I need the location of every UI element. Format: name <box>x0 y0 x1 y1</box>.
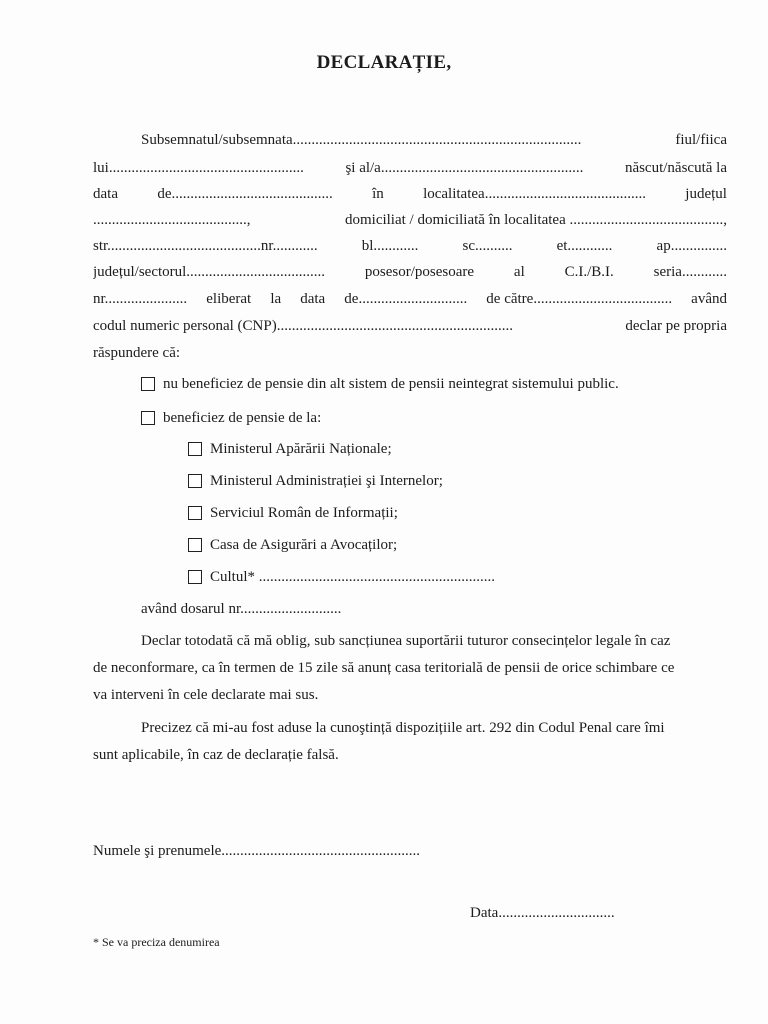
option-avocati[interactable] <box>188 536 397 554</box>
intro-text: născut/născută la <box>624 160 727 176</box>
option-cultul[interactable] <box>188 568 495 586</box>
intro-text: declar pe propria <box>625 318 727 334</box>
has-pension-checkbox[interactable] <box>141 411 155 425</box>
option-sri[interactable] <box>188 504 398 522</box>
intro-text: seria............ <box>653 264 727 280</box>
document-title: DECLARAȚIE, <box>316 52 452 73</box>
para1-line-1: Declar totodată că mă oblig, sub sancțiunea suportării tuturor consecințelor legale în caz <box>141 633 671 649</box>
intro-text: sc.......... <box>462 238 513 254</box>
option-label: Ministerul Apărării Naționale; <box>210 441 392 457</box>
option-no-pension[interactable] <box>141 375 619 393</box>
option-label: Serviciul Român de Informații; <box>210 505 398 521</box>
option-has-pension[interactable] <box>141 409 321 427</box>
intro-text: eliberat <box>206 291 252 307</box>
intro-text: al <box>513 264 525 280</box>
intro-line-4 <box>93 211 727 229</box>
intro-text: având <box>691 291 727 307</box>
intro-text: data <box>300 291 326 307</box>
intro-text: str.........................................nr............ <box>93 238 318 254</box>
intro-text: ........................................., <box>93 212 251 228</box>
mapn-checkbox[interactable] <box>188 442 202 456</box>
cultul-checkbox[interactable] <box>188 570 202 584</box>
para1-line-2: de neconformare, ca în termen de 15 zile să anunț casa teritorială de pensii de orice schimbare ce <box>93 660 675 676</box>
option-mai[interactable] <box>188 472 443 490</box>
intro-text: nr...................... <box>93 291 188 307</box>
intro-text: în <box>372 186 384 202</box>
intro-text: şi al/a...................................................... <box>345 160 584 176</box>
date-field-line: Data............................... <box>470 905 615 921</box>
intro-text: ap............... <box>656 238 727 254</box>
intro-text: posesor/posesoare <box>364 264 475 280</box>
intro-text: de............................. <box>344 291 468 307</box>
intro-text: județul/sectorul..................................... <box>93 264 326 280</box>
option-label: nu beneficiez de pensie din alt sistem de pensii neintegrat sistemului public. <box>163 376 619 392</box>
intro-text: localitatea........................................... <box>423 186 646 202</box>
intro-text: Subsemnatul/subsemnata............................................................................. <box>141 132 582 148</box>
no-pension-checkbox[interactable] <box>141 377 155 391</box>
sri-checkbox[interactable] <box>188 506 202 520</box>
intro-text: domiciliat / domiciliată în localitatea ........................................., <box>344 212 727 228</box>
intro-text: fiul/fiica <box>675 132 727 148</box>
intro-text: de către..................................... <box>486 291 673 307</box>
para2-line-1: Precizez că mi-au fost aduse la cunoştință dispozițiile art. 292 din Codul Penal care îmi <box>141 720 665 736</box>
intro-text: C.I./B.I. <box>564 264 614 280</box>
intro-line-6 <box>93 263 727 281</box>
mai-checkbox[interactable] <box>188 474 202 488</box>
option-mapn[interactable] <box>188 440 392 458</box>
para2-line-2: sunt aplicabile, în caz de declarație falsă. <box>93 747 339 763</box>
intro-line-2 <box>93 159 727 177</box>
option-label: Casa de Asigurări a Avocaților; <box>210 537 398 553</box>
option-label: Cultul* ............................................................... <box>210 569 496 585</box>
intro-text: la <box>270 291 282 307</box>
intro-text: de........................................... <box>157 186 333 202</box>
intro-line-7 <box>93 290 727 308</box>
intro-text: codul numeric personal (CNP)............................................................... <box>93 318 513 334</box>
footnote: * Se va preciza denumirea <box>93 935 220 949</box>
option-label: beneficiez de pensie de la: <box>163 410 322 426</box>
intro-text: bl............ <box>361 238 419 254</box>
intro-text: et............ <box>556 238 613 254</box>
avocati-checkbox[interactable] <box>188 538 202 552</box>
intro-line-8 <box>93 317 727 335</box>
para1-line-3: va interveni în cele declarate mai sus. <box>93 687 319 703</box>
intro-text: lui.................................................... <box>93 160 304 176</box>
name-field-line: Numele şi prenumele..................................................... <box>93 843 421 859</box>
intro-line-9: răspundere că: <box>93 345 181 361</box>
option-label: Ministerul Administrației şi Internelor; <box>210 473 443 489</box>
intro-line-3 <box>93 185 727 203</box>
intro-text: data <box>93 186 118 202</box>
dosar-line: având dosarul nr........................... <box>141 601 342 617</box>
intro-line-5 <box>93 237 727 255</box>
intro-line-1 <box>141 131 727 149</box>
intro-text: județul <box>685 186 727 202</box>
